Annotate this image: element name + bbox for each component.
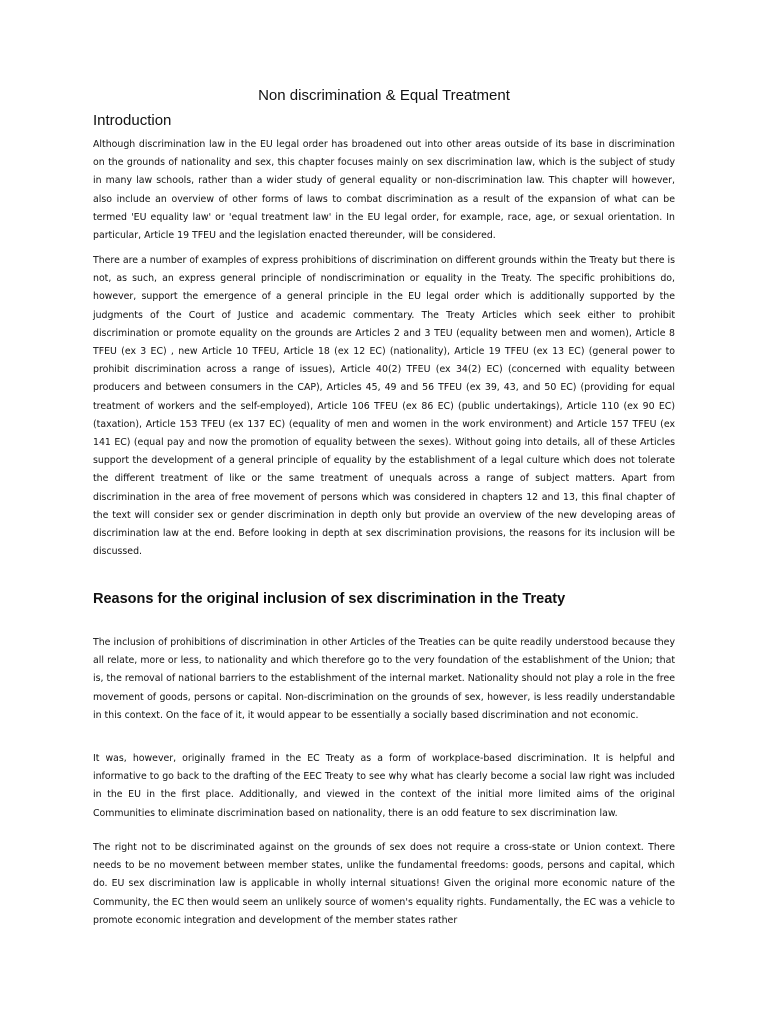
reasons-paragraph-3: The right not to be discriminated against on the grounds of sex does not require a cross-state or Union context. There needs to be no movement between member states, unlike the fundamental freedoms: goods, persons and capital, which do. EU sex discrimination law is applicable in wholly internal situations! Given the original more economic nature of the Community, the EC then would seem an unlikely source of women's equality rights. Fundamentally, the EC was a vehicle to promote economic integration and development of the member states rather [93, 842, 675, 926]
reasons-paragraph-2: It was, however, originally framed in the EC Treaty as a form of workplace-based discrimination. It is helpful and informative to go back to the drafting of the EEC Treaty to see why what has clearly become a social law right was included in the EU in the first place. Additionally, and viewed in the context of the initial more limited aims of the original Communities to eliminate discrimination based on nationality, there is an odd feature to sex discrimination law. [93, 753, 675, 819]
introduction-heading: Introduction [93, 112, 172, 129]
reasons-section-heading: Reasons for the original inclusion of sex discrimination in the Treaty [93, 591, 566, 607]
intro-paragraph-2: There are a number of examples of express prohibitions of discrimination on different grounds within the Treaty but there is not, as such, an express general principle of nondiscrimination or equality in the Treaty. The specific prohibitions do, however, support the emergence of a general principle in the EU legal order which is additionally supported by the judgments of the Court of Justice and academic commentary. The Treaty Articles which seek either to prohibit discrimination or promote equality on the grounds are Articles 2 and 3 TEU (equality between men and women), Article 8 TFEU (ex 3 EC) , new Article 10 TFEU, Article 18 (ex 12 EC) (nationality), Article 19 TFEU (ex 13 EC) (general power to prohibit discrimination across a range of issues), Article 40(2) TFEU (ex 34(2) EC) (concerned with equality between producers and between consumers in the CAP), Articles 45, 49 and 56 TFEU (ex 39, 43, and 50 EC) (providing for equal treatment of workers and the self-employed), Article 106 TFEU (ex 86 EC) (public undertakings), Article 110 (ex 90 EC) (taxation), Article 153 TFEU (ex 137 EC) (equality of men and women in the work environment) and Article 157 TFEU (ex 141 EC) (equal pay and now the promotion of equality between the sexes). Without going into details, all of these Articles support the development of a general principle of equality by the establishment of a legal culture which does not tolerate the different treatment of like or the same treatment of unequals across a range of subject matters. Apart from discrimination in the area of free movement of persons which was considered in chapters 12 and 13, this final chapter of the text will consider sex or gender discrimination in depth only but provide an overview of the new developing areas of discrimination law at the end. Before looking in depth at sex discrimination provisions, the reasons for its inclusion will be discussed. [93, 255, 675, 558]
reasons-paragraph-1: The inclusion of prohibitions of discrimination in other Articles of the Treaties can be quite readily understood because they all relate, more or less, to nationality and which therefore go to the very foundation of the establishment of the Union; that is, the removal of national barriers to the establishment of the internal market. Nationality should not play a role in the free movement of goods, persons or capital. Non-discrimination on the grounds of sex, however, is less readily understandable in this context. On the face of it, it would appear to be essentially a socially based discrimination and not economic. [93, 637, 675, 721]
document-title: Non discrimination & Equal Treatment [258, 87, 510, 104]
intro-paragraph-1: Although discrimination law in the EU legal order has broadened out into other areas outside of its base in discrimination on the grounds of nationality and sex, this chapter focuses mainly on sex discrimination law, which is the subject of study in many law schools, rather than a wider study of general equality or non-discrimination law. This chapter will however, also include an overview of other forms of laws to combat discrimination as a result of the expansion of what can be termed 'EU equality law' or 'equal treatment law' in the EU legal order, for example, race, age, or sexual orientation. In particular, Article 19 TFEU and the legislation enacted thereunder, will be considered. [93, 139, 675, 242]
